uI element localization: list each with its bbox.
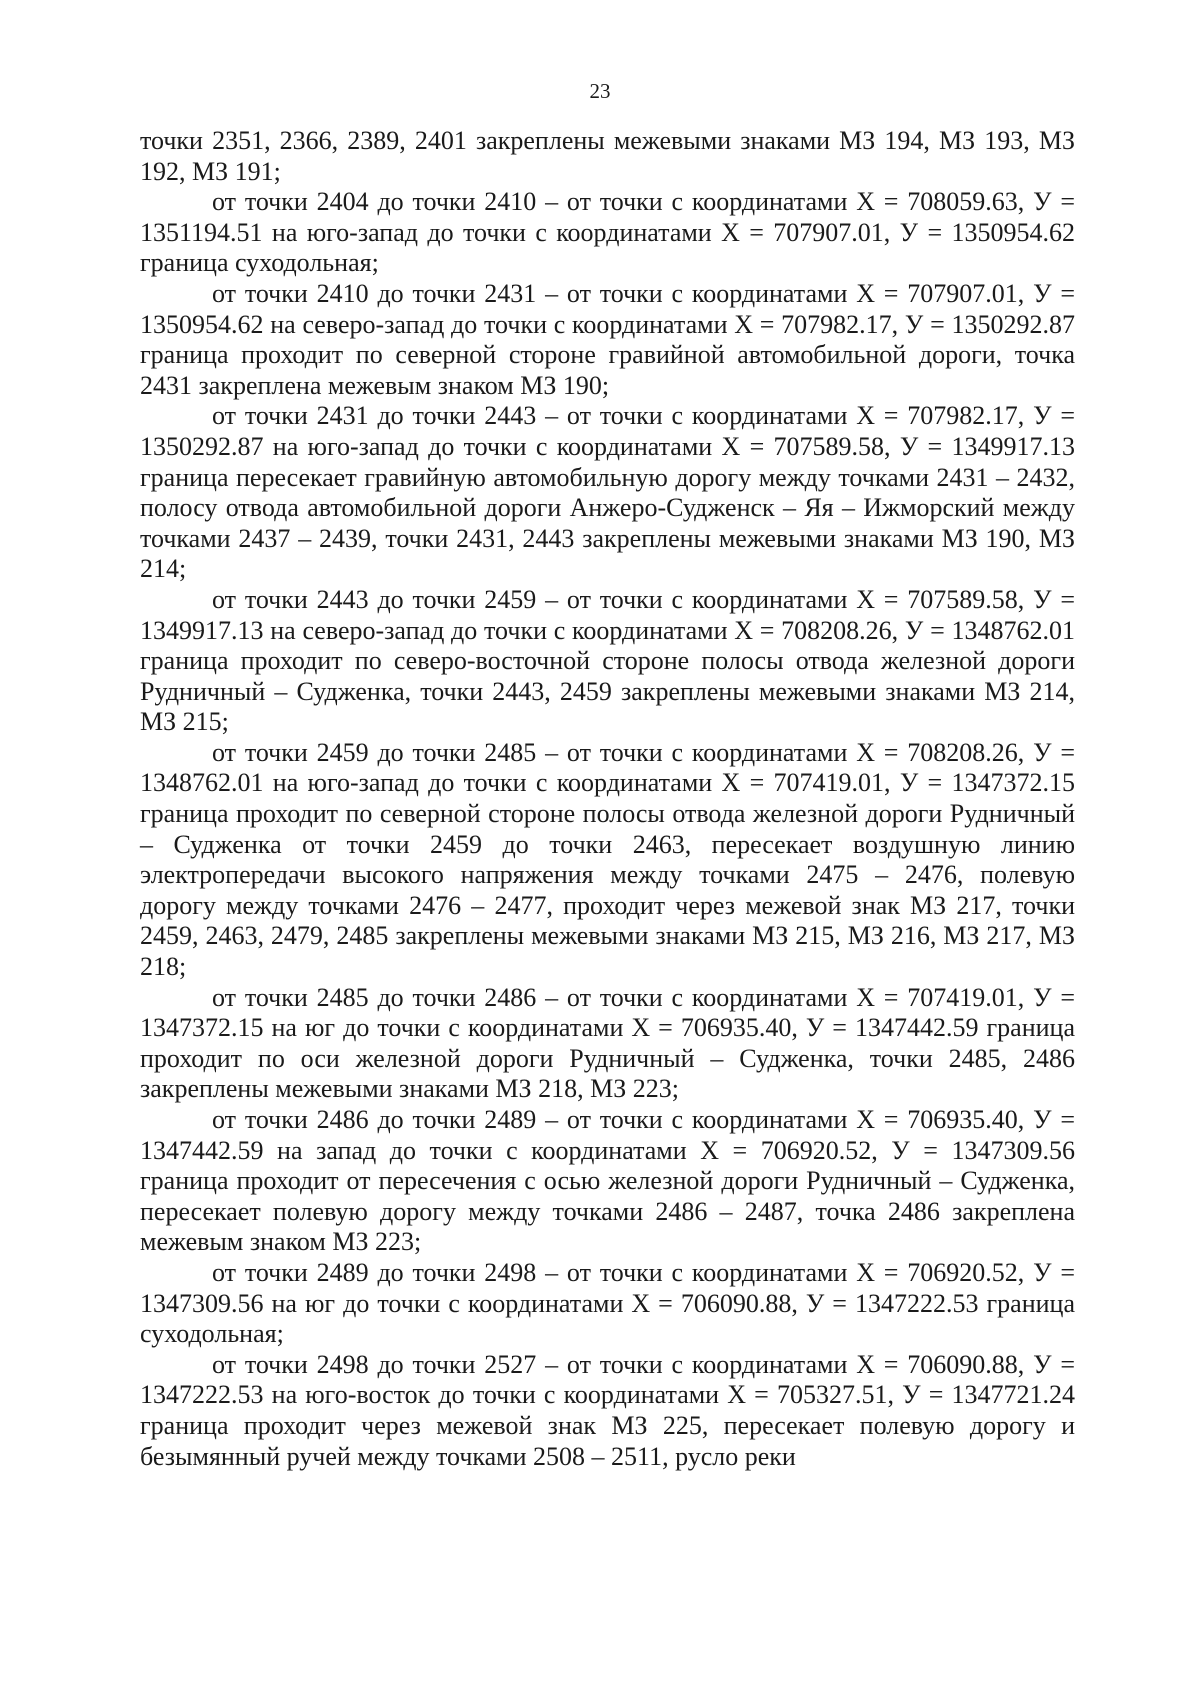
paragraph-2404-2410: от точки 2404 до точки 2410 – от точки с координатами Х = 708059.63, У = 1351194.51 на юго-запад до точки с координатами Х = 707907.01, У = 1350954.62 граница суходольная;	[140, 187, 1075, 278]
paragraph-2489-2498: от точки 2489 до точки 2498 – от точки с координатами Х = 706920.52, У = 1347309.56 на юг до точки с координатами Х = 706090.88, У = 1347222.53 граница суходольная;	[140, 1257, 1075, 1349]
paragraph-2410-2431: от точки 2410 до точки 2431 – от точки с координатами Х = 707907.01, У = 1350954.62 на северо-запад до точки с координатами Х = 707982.17, У = 1350292.87 граница проходит по северной стороне гравийной автомобильной дороги, точка 2431 закреплена межевым знаком МЗ 190;	[140, 278, 1075, 400]
paragraph-2486-2489: от точки 2486 до точки 2489 – от точки с координатами Х = 706935.40, У = 1347442.59 на запад до точки с координатами Х = 706920.52, У = 1347309.56 граница проходит от пересечения с осью железной дороги Рудничный – Судженка, пересекает полевую дорогу между точками 2486 – 2487, точка 2486 закреплена межевым знаком МЗ 223;	[140, 1105, 1075, 1257]
document-body	[140, 126, 1075, 1472]
paragraph-2431-2443: от точки 2431 до точки 2443 – от точки с координатами Х = 707982.17, У = 1350292.87 на юго-запад до точки с координатами Х = 707589.58, У = 1349917.13 граница пересекает гравийную автомобильную дорогу между точками 2431 – 2432, полосу отвода автомобильной дороги Анжеро-Судженск – Яя – Ижморский между точками 2437 – 2439, точки 2431, 2443 закреплены межевыми знаками МЗ 190, МЗ 214;	[140, 401, 1075, 584]
page-number: 23	[589, 79, 611, 103]
paragraph-2498-2527: от точки 2498 до точки 2527 – от точки с координатами Х = 706090.88, У = 1347222.53 на юго-восток до точки с координатами Х = 705327.51, У = 1347721.24 граница проходит через межевой знак МЗ 225, пересекает полевую дорогу и безымянный ручей между точками 2508 – 2511, русло реки	[140, 1349, 1075, 1471]
paragraph-2443-2459: от точки 2443 до точки 2459 – от точки с координатами Х = 707589.58, У = 1349917.13 на северо-запад до точки с координатами Х = 708208.26, У = 1348762.01 граница проходит по северо-восточной стороне полосы отвода железной дороги Рудничный – Судженка, точки 2443, 2459 закреплены межевыми знаками МЗ 214, МЗ 215;	[140, 584, 1075, 737]
paragraph-2485-2486: от точки 2485 до точки 2486 – от точки с координатами Х = 707419.01, У = 1347372.15 на юг до точки с координатами Х = 706935.40, У = 1347442.59 граница проходит по оси железной дороги Рудничный – Судженка, точки 2485, 2486 закреплены межевыми знаками МЗ 218, МЗ 223;	[140, 982, 1075, 1104]
paragraph-continuation: точки 2351, 2366, 2389, 2401 закреплены межевыми знаками МЗ 194, МЗ 193, МЗ 192, МЗ 191;	[140, 126, 1075, 186]
paragraph-2459-2485: от точки 2459 до точки 2485 – от точки с координатами Х = 708208.26, У = 1348762.01 на юго-запад до точки с координатами Х = 707419.01, У = 1347372.15 граница проходит по северной стороне полосы отвода железной дороги Рудничный – Судженка от точки 2459 до точки 2463, пересекает воздушную линию электропередачи высокого напряжения между точками 2475 – 2476, полевую дорогу между точками 2476 – 2477, проходит через межевой знак МЗ 217, точки 2459, 2463, 2479, 2485 закреплены межевыми знаками МЗ 215, МЗ 216, МЗ 217, МЗ 218;	[140, 737, 1075, 982]
